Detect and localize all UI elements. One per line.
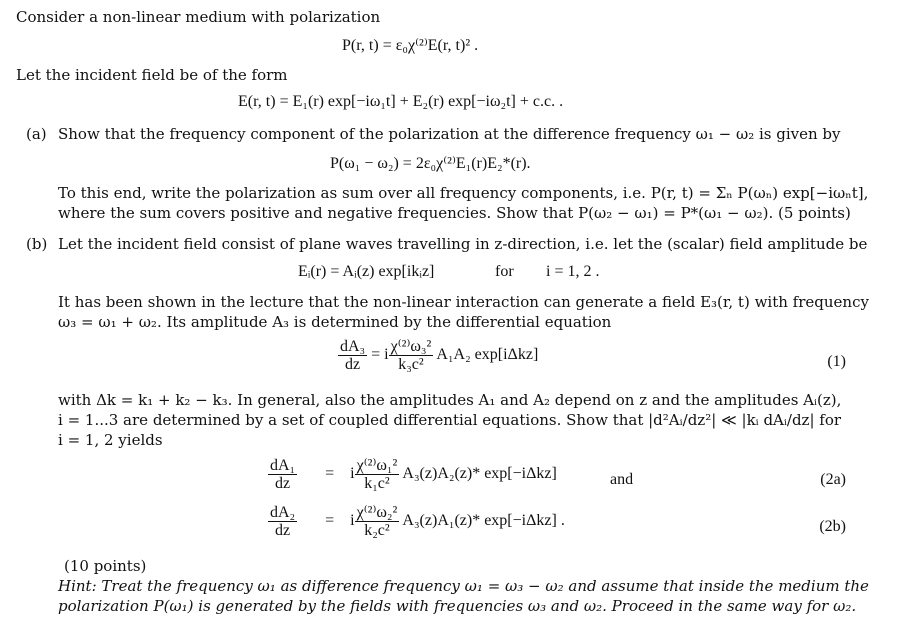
equation-2b — [268, 504, 565, 539]
eq2b-rest: A₃(z)A₁(z)* exp[−iΔkz] . — [402, 512, 565, 530]
intro-text-2: Let the incident field be of the form — [16, 66, 288, 84]
part-b-text-1: Let the incident field consist of plane waves travelling in z-direction, i.e. let the (scalar) field amplitude be — [58, 235, 868, 253]
equation-1-number: (1) — [827, 353, 846, 370]
part-b-points: (10 points) — [64, 557, 147, 575]
eq1-rhs-numerator: χ⁽²⁾ω₃² — [390, 338, 432, 355]
part-b-text-2: It has been shown in the lecture that the non-linear interaction can generate a field E₃(r, t) with frequency — [58, 293, 869, 311]
eq2b-rhs-numerator: χ⁽²⁾ω₂² — [356, 504, 398, 521]
eq2a-rhs-fraction — [355, 457, 400, 492]
eq1-lhs-numerator: dA₃ — [340, 338, 366, 355]
part-b-text-5: i = 1...3 are determined by a set of coupled differential equations. Show that |d²Aᵢ/dz²| ≪ |kᵢ dAᵢ/dz| for — [58, 411, 842, 429]
eq2a-imag-unit: i — [350, 465, 355, 483]
eq2b-rhs-fraction — [355, 504, 400, 539]
part-a-label: (a) — [26, 125, 47, 143]
part-a-text-3: where the sum covers positive and negative frequencies. Show that P(ω₂ − ω₁) = P*(ω₁ − ω₂). (5 points) — [58, 204, 851, 222]
eq2b-rhs-denominator: k₂c² — [364, 522, 390, 539]
equation-2a-number: (2a) — [820, 471, 846, 488]
eq2a-rhs-denominator: k₁c² — [364, 475, 390, 492]
equation-amplitude-for: for — [495, 263, 514, 280]
eq2a-rhs-numerator: χ⁽²⁾ω₁² — [356, 457, 398, 474]
eq2b-lhs-denominator: dz — [275, 522, 291, 539]
equation-amplitude: Eᵢ(r) = Aᵢ(z) exp[ikᵢz] — [298, 263, 435, 280]
part-b-label: (b) — [26, 235, 48, 253]
eq2a-lhs-fraction — [268, 457, 297, 492]
eq2b-equals: = — [325, 512, 335, 530]
part-b-text-4: with Δk = k₁ + k₂ − k₃. In general, also the amplitudes A₁ and A₂ depend on z and the amplitudes Aᵢ(z), — [58, 391, 842, 409]
equation-difference-frequency: P(ω₁ − ω₂) = 2ε₀χ⁽²⁾E₁(r)E₂*(r). — [330, 155, 531, 172]
eq2a-equals: = — [325, 465, 335, 483]
eq2a-lhs-numerator: dA₁ — [270, 457, 296, 474]
eq1-equals: = i — [371, 346, 389, 364]
eq2b-imag-unit: i — [350, 512, 355, 530]
equation-2b-number: (2b) — [819, 518, 846, 535]
equation-polarization: P(r, t) = ε₀χ⁽²⁾E(r, t)² . — [342, 37, 479, 54]
equation-1 — [338, 338, 538, 373]
part-b-text-3: ω₃ = ω₁ + ω₂. Its amplitude A₃ is determined by the differential equation — [58, 313, 612, 331]
equation-incident-field: E(r, t) = E₁(r) exp[−iω₁t] + E₂(r) exp[−iω₂t] + c.c. . — [238, 93, 564, 110]
eq2a-lhs-denominator: dz — [275, 475, 291, 492]
eq1-lhs-denominator: dz — [345, 356, 361, 373]
hint-text-2: polarization P(ω₁) is generated by the fields with frequencies ω₃ and ω₂. Proceed in the same way for ω₂. — [58, 597, 857, 615]
eq1-rhs-denominator: k₃c² — [398, 356, 424, 373]
hint-text-1: Hint: Treat the frequency ω₁ as difference frequency ω₁ = ω₃ − ω₂ and assume that inside the medium the — [58, 577, 869, 595]
eq1-lhs-fraction — [338, 338, 367, 373]
intro-text-1: Consider a non-linear medium with polarization — [16, 8, 381, 26]
part-a-text-1: Show that the frequency component of the polarization at the difference frequency ω₁ − ω₂ is given by — [58, 125, 841, 143]
equation-2a-and: and — [610, 471, 634, 488]
equation-2a — [268, 457, 557, 492]
part-b-text-6: i = 1, 2 yields — [58, 431, 163, 449]
part-a-text-2: To this end, write the polarization as sum over all frequency components, i.e. P(r, t) = Σₙ P(ωₙ) exp[−iωₙt], — [58, 184, 869, 202]
eq2b-lhs-numerator: dA₂ — [270, 504, 296, 521]
eq1-rhs-fraction — [389, 338, 434, 373]
eq2a-rest: A₃(z)A₂(z)* exp[−iΔkz] — [402, 465, 557, 483]
eq1-rest: A₁A₂ exp[iΔkz] — [436, 346, 539, 364]
eq2b-lhs-fraction — [268, 504, 297, 539]
equation-amplitude-range: i = 1, 2 . — [546, 263, 600, 280]
